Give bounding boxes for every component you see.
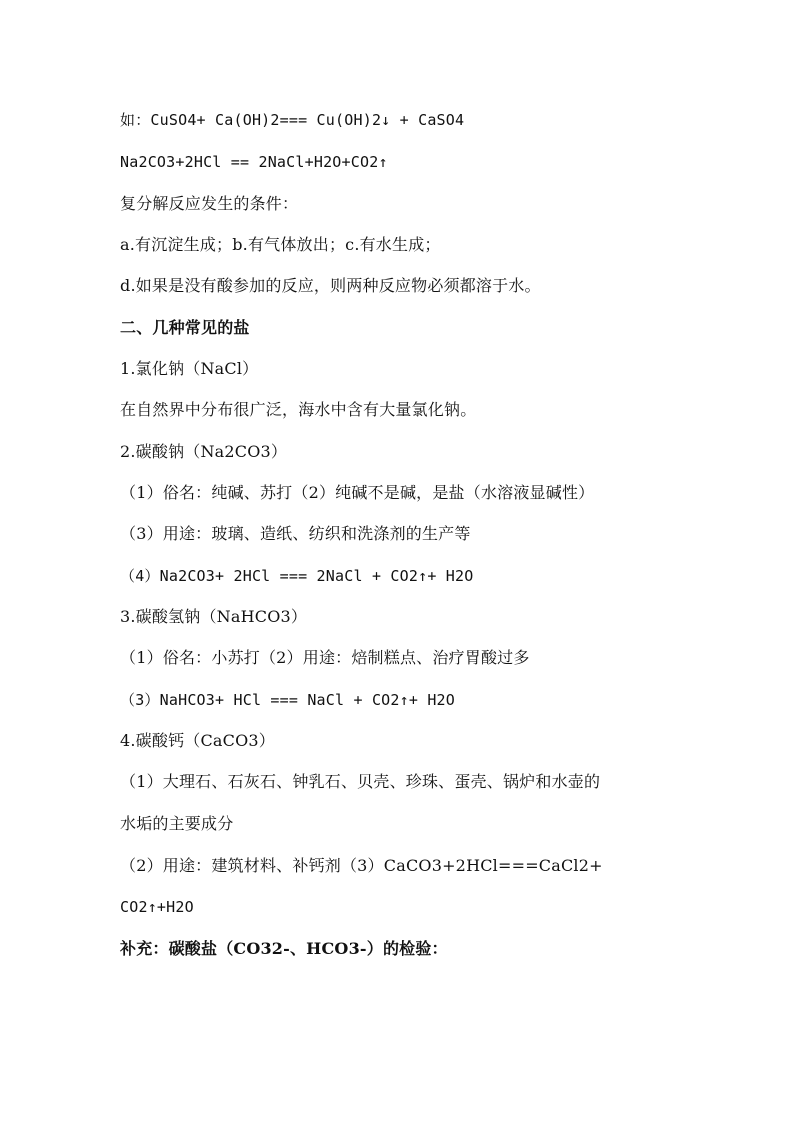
item-na2co3: 2.碳酸钠（Na2CO3） xyxy=(120,442,288,461)
caco3-sources-line1: （1）大理石、石灰石、钟乳石、贝壳、珍珠、蛋壳、锅炉和水壶的 xyxy=(120,772,601,791)
na2co3-uses: （3）用途：玻璃、造纸、纺织和洗涤剂的生产等 xyxy=(120,524,471,543)
nacl-description: 在自然界中分布很广泛，海水中含有大量氯化钠。 xyxy=(120,400,477,419)
na2co3-equation: （4）Na2CO3+ 2HCl === 2NaCl + CO2↑+ H2O xyxy=(120,567,474,585)
item-nahco3: 3.碳酸氢钠（NaHCO3） xyxy=(120,607,308,626)
supplement-carbonate-test: 补充：碳酸盐（CO32-、HCO3-）的检验： xyxy=(120,939,448,958)
na2co3-names: （1）俗名：纯碱、苏打（2）纯碱不是碱，是盐（水溶液显碱性） xyxy=(120,483,595,502)
conditions-d: d.如果是没有酸参加的反应，则两种反应物必须都溶于水。 xyxy=(120,276,541,295)
nahco3-names-uses: （1）俗名：小苏打（2）用途：焙制糕点、治疗胃酸过多 xyxy=(120,648,530,667)
conditions-heading: 复分解反应发生的条件： xyxy=(120,194,299,213)
caco3-equation-cont: CO2↑+H2O xyxy=(120,898,194,916)
equation-na2co3-hcl: Na2CO3+2HCl == 2NaCl+H2O+CO2↑ xyxy=(120,153,388,171)
section-title-common-salts: 二、几种常见的盐 xyxy=(120,318,250,337)
caco3-sources-line2: 水垢的主要成分 xyxy=(120,814,234,833)
conditions-abc: a.有沉淀生成；b.有气体放出；c.有水生成； xyxy=(120,235,441,254)
item-caco3: 4.碳酸钙（CaCO3） xyxy=(120,731,275,750)
caco3-uses-equation: （2）用途：建筑材料、补钙剂（3）CaCO3+2HCl===CaCl2+ xyxy=(120,856,603,875)
nahco3-equation: （3）NaHCO3+ HCl === NaCl + CO2↑+ H2O xyxy=(120,691,456,709)
equation-cuso4: 如：CuSO4+ Ca(OH)2=== Cu(OH)2↓ + CaSO4 xyxy=(120,111,465,129)
item-nacl: 1.氯化钠（NaCl） xyxy=(120,359,259,378)
